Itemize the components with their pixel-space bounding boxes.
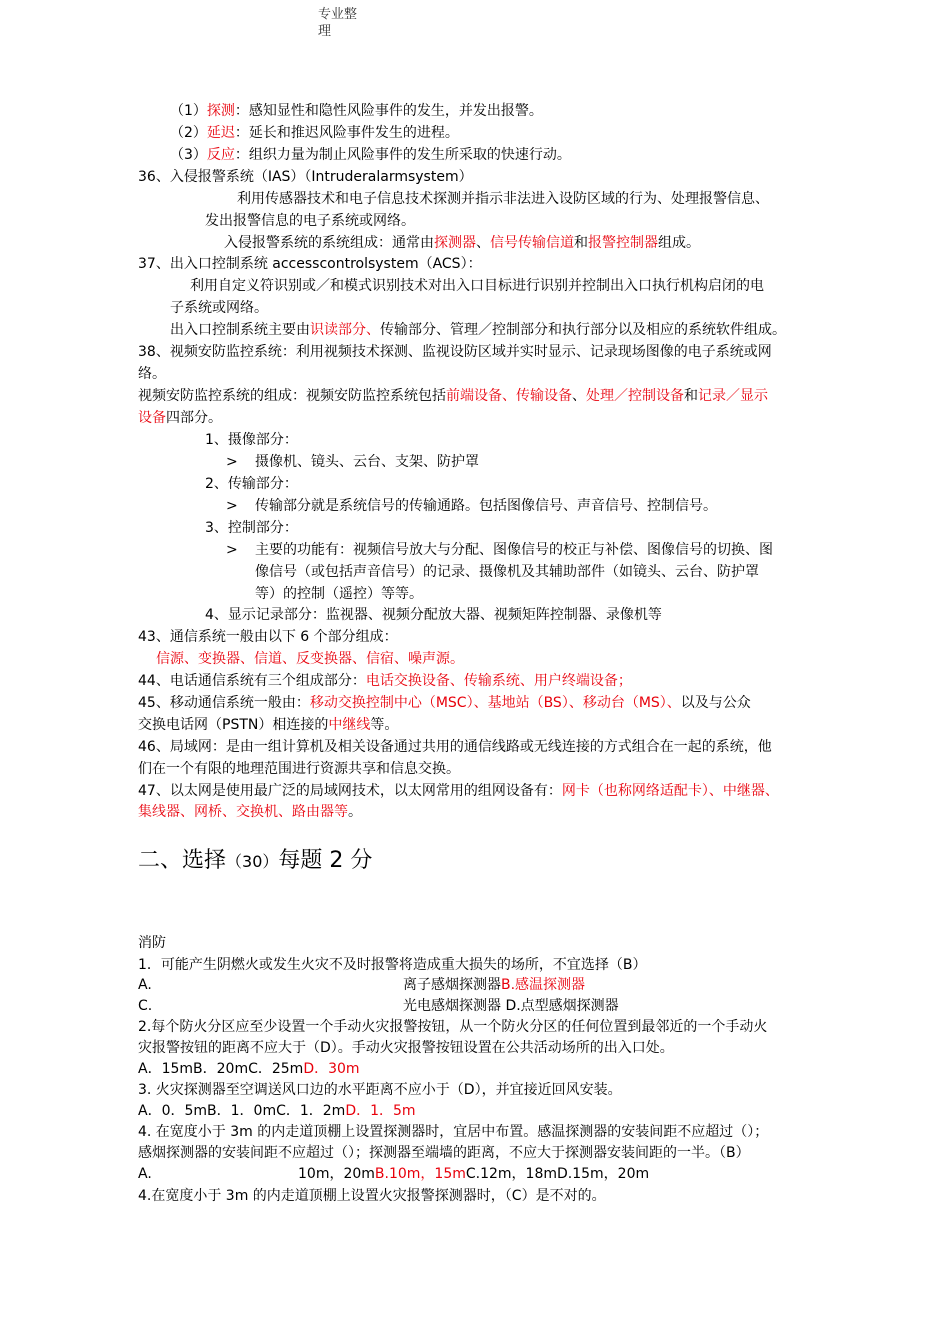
choice1-option-c-label: C. [138, 998, 153, 1014]
q38-part1-item: 摄像机、镜头、云台、支架、防护罩 [255, 454, 479, 470]
q38-composition-line1: 视频安防监控系统的组成：视频安防监控系统包括前端设备、传输设备、处理／控制设备和记录／显示 [138, 388, 768, 404]
choice4-question-line2: 感烟探测器的安装间距不应超过（）；探测器至端墙的距离，不应大于探测器安装间距的一半。（B） [138, 1145, 750, 1161]
q45-line1: 45、移动通信系统一般由：移动交换控制中心（MSC）、基地站（BS）、移动台（MS）、以及与公众 [138, 695, 751, 711]
q37-title: 37、出入口控制系统 accesscontrolsystem（ACS）： [138, 256, 482, 272]
risk-detect: （1）探测：感知显性和隐性风险事件的发生，并发出报警。 [170, 103, 543, 119]
choice3-question: 3. 火灾探测器至空调送风口边的水平距离不应小于（D），并宜接近回风安装。 [138, 1082, 622, 1098]
q38-part1-bullet-icon: > [226, 454, 238, 470]
choice5-question: 4.在宽度小于 3m 的内走道顶棚上设置火灾报警探测器时，（C）是不对的。 [138, 1188, 606, 1204]
choice4-option-a-label: A. [138, 1166, 152, 1182]
header-line1: 专业整 [318, 7, 358, 22]
choice1-option-a-label: A. [138, 977, 152, 993]
q38-part3-title: 3、控制部分： [205, 520, 298, 536]
q37-def-line1: 利用自定义符识别或／和模式识别技术对出入口目标进行识别并控制出入口执行机构启闭的电 [190, 278, 764, 294]
page-header [318, 6, 357, 40]
q38-part2-title: 2、传输部分： [205, 476, 298, 492]
q38-part3-item-line3: 等）的控制（遥控）等等。 [255, 586, 423, 602]
q37-def-line2: 子系统或网络。 [170, 300, 268, 316]
q38-composition-line2: 设备四部分。 [138, 410, 222, 426]
choice4-options: 10m，20mB.10m，15mC.12m，18mD.15m，20m [298, 1166, 650, 1182]
q43-title: 43、通信系统一般由以下 6 个部分组成： [138, 629, 398, 645]
q47-line2: 集线器、网桥、交换机、路由器等。 [138, 804, 362, 820]
q38-part4: 4、显示记录部分：监视器、视频分配放大器、视频矩阵控制器、录像机等 [205, 607, 662, 623]
section-heading: 二、选择（30）每题 2 分 [138, 848, 373, 873]
choice1-options-cd: 光电感烟探测器 D.点型感烟探测器 [403, 998, 619, 1014]
risk-delay: （2）延迟：延长和推迟风险事件发生的进程。 [170, 125, 459, 141]
q43-answer: 信源、变换器、信道、反变换器、信宿、噪声源。 [156, 651, 464, 667]
q37-composition: 出入口控制系统主要由识读部分、传输部分、管理／控制部分和执行部分以及相应的系统软件组成。 [170, 322, 786, 338]
q38-part2-item: 传输部分就是系统信号的传输通路。包括图像信号、声音信号、控制信号。 [255, 498, 717, 514]
risk-react: （3）反应：组织力量为制止风险事件的发生所采取的快速行动。 [170, 147, 571, 163]
choice2-question-line1: 2.每个防火分区应至少设置一个手动火灾报警按钮，从一个防火分区的任何位置到最邻近的一个手动火 [138, 1019, 768, 1035]
q47-line1: 47、以太网是使用最广泛的局域网技术，以太网常用的组网设备有：网卡（也称网络适配卡）、中继器、 [138, 783, 779, 799]
q38-part1-title: 1、摄像部分： [205, 432, 298, 448]
q36-def-line1: 利用传感器技术和电子信息技术探测并指示非法进入设防区域的行为、处理报警信息、 [237, 191, 769, 207]
q36-title: 36、入侵报警系统（IAS）（Intruderalarmsystem） [138, 169, 473, 185]
q38-title-line1: 38、视频安防监控系统：利用视频技术探测、监视设防区域并实时显示、记录现场图像的电子系统或网 [138, 344, 772, 360]
choice3-options: A．0．5mB．1．0mC．1．2mD．1．5m [138, 1103, 416, 1119]
q45-line2: 交换电话网（PSTN）相连接的中继线等。 [138, 717, 399, 733]
q46-line2: 们在一个有限的地理范围进行资源共享和信息交换。 [138, 761, 460, 777]
choice2-question-line2: 灾报警按钮的距离不应大于（D）。手动火灾报警按钮设置在公共活动场所的出入口处。 [138, 1040, 674, 1056]
q38-part2-bullet-icon: > [226, 498, 238, 514]
q36-composition: 入侵报警系统的系统组成：通常由探测器、信号传输信道和报警控制器组成。 [224, 235, 700, 251]
q46-line1: 46、局域网：是由一组计算机及相关设备通过共用的通信线路或无线连接的方式组合在一起的系统，他 [138, 739, 772, 755]
q38-part3-item-line1: 主要的功能有：视频信号放大与分配、图像信号的校正与补偿、图像信号的切换、图 [255, 542, 773, 558]
q44: 44、电话通信系统有三个组成部分：电话交换设备、传输系统、用户终端设备； [138, 673, 632, 689]
choice-category: 消防 [138, 935, 166, 951]
choice1-question: 1．可能产生阴燃火或发生火灾不及时报警将造成重大损失的场所，不宜选择（B） [138, 957, 647, 973]
header-line2: 理 [318, 24, 332, 39]
q38-part3-bullet-icon: > [226, 542, 238, 558]
choice4-question-line1: 4. 在宽度小于 3m 的内走道顶棚上设置探测器时，宜居中布置。感温探测器的安装间距不应超过（）； [138, 1124, 769, 1140]
q38-part3-item-line2: 像信号（或包括声音信号）的记录、摄像机及其辅助部件（如镜头、云台、防护罩 [255, 564, 759, 580]
choice2-options: A．15mB．20mC．25mD．30m [138, 1061, 360, 1077]
q36-def-line2: 发出报警信息的电子系统或网络。 [205, 213, 415, 229]
q38-title-line2: 络。 [138, 366, 166, 382]
choice1-options-ab: 离子感烟探测器B.感温探测器 [403, 977, 586, 993]
